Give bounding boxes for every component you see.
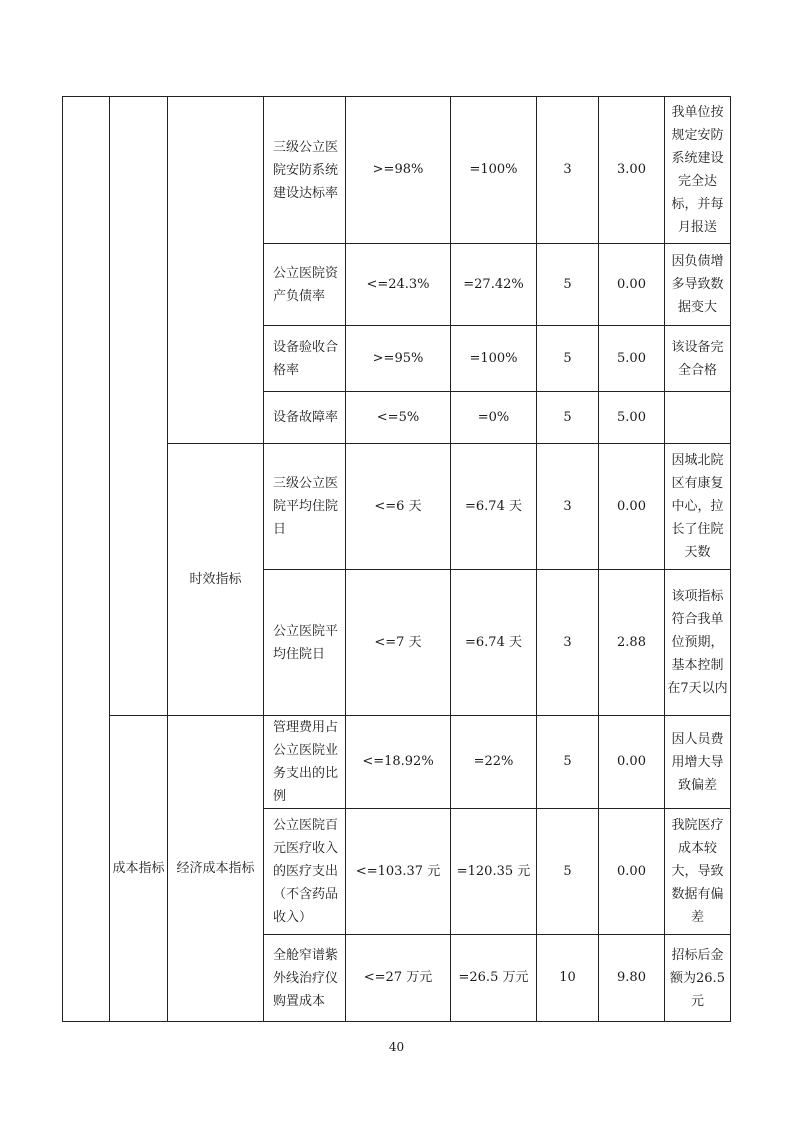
cost-category-cell: 成本指标 bbox=[110, 716, 168, 1022]
cost-subcategory-cell: 经济成本指标 bbox=[168, 716, 264, 1022]
indicator-cell: 三级公立医院平均住院日 bbox=[264, 444, 346, 570]
note-cell bbox=[665, 392, 731, 444]
target-value-cell: >=98% bbox=[346, 97, 451, 244]
score-cell: 9.80 bbox=[599, 935, 665, 1022]
actual-value-cell: =100% bbox=[451, 326, 537, 392]
note-cell: 该项指标符合我单位预期，基本控制在7天以内 bbox=[665, 570, 731, 716]
weight-cell: 5 bbox=[537, 716, 599, 809]
actual-value-cell: =26.5 万元 bbox=[451, 935, 537, 1022]
actual-value-cell: =6.74 天 bbox=[451, 570, 537, 716]
note-cell: 我单位按规定安防系统建设完全达标，并每月报送 bbox=[665, 97, 731, 244]
indicator-cell: 设备验收合格率 bbox=[264, 326, 346, 392]
target-value-cell: <=18.92% bbox=[346, 716, 451, 809]
timeliness-subcategory-cell: 时效指标 bbox=[168, 444, 264, 716]
weight-cell: 3 bbox=[537, 444, 599, 570]
note-cell: 因人员费用增大导致偏差 bbox=[665, 716, 731, 809]
performance-indicator-table bbox=[62, 96, 731, 1022]
table-row bbox=[63, 97, 731, 244]
target-value-cell: <=6 天 bbox=[346, 444, 451, 570]
note-cell: 该设备完全合格 bbox=[665, 326, 731, 392]
table-row bbox=[63, 716, 731, 809]
page-number: 40 bbox=[388, 1040, 405, 1054]
note-cell: 因城北院区有康复中心，拉长了住院天数 bbox=[665, 444, 731, 570]
weight-cell: 5 bbox=[537, 809, 599, 935]
note-cell: 我院医疗成本较大，导致数据有偏差 bbox=[665, 809, 731, 935]
target-value-cell: >=95% bbox=[346, 326, 451, 392]
target-value-cell: <=24.3% bbox=[346, 244, 451, 326]
quality-subcategory-cell bbox=[168, 97, 264, 444]
target-value-cell: <=5% bbox=[346, 392, 451, 444]
score-cell: 5.00 bbox=[599, 326, 665, 392]
actual-value-cell: =6.74 天 bbox=[451, 444, 537, 570]
score-cell: 0.00 bbox=[599, 244, 665, 326]
actual-value-cell: =27.42% bbox=[451, 244, 537, 326]
weight-cell: 10 bbox=[537, 935, 599, 1022]
indicator-cell: 公立医院平均住院日 bbox=[264, 570, 346, 716]
weight-cell: 5 bbox=[537, 326, 599, 392]
weight-cell: 3 bbox=[537, 97, 599, 244]
level1-category-cell bbox=[63, 97, 110, 1022]
indicator-cell: 公立医院百元医疗收入的医疗支出（不含药品收入） bbox=[264, 809, 346, 935]
indicator-cell: 公立医院资产负债率 bbox=[264, 244, 346, 326]
score-cell: 0.00 bbox=[599, 809, 665, 935]
indicator-cell: 三级公立医院安防系统建设达标率 bbox=[264, 97, 346, 244]
quality-category-cell bbox=[110, 97, 168, 716]
note-cell: 招标后金额为26.5元 bbox=[665, 935, 731, 1022]
indicator-cell: 设备故障率 bbox=[264, 392, 346, 444]
note-cell: 因负债增多导致数据变大 bbox=[665, 244, 731, 326]
target-value-cell: <=103.37 元 bbox=[346, 809, 451, 935]
score-cell: 0.00 bbox=[599, 444, 665, 570]
actual-value-cell: =100% bbox=[451, 97, 537, 244]
weight-cell: 3 bbox=[537, 570, 599, 716]
score-cell: 2.88 bbox=[599, 570, 665, 716]
target-value-cell: <=27 万元 bbox=[346, 935, 451, 1022]
actual-value-cell: =22% bbox=[451, 716, 537, 809]
target-value-cell: <=7 天 bbox=[346, 570, 451, 716]
weight-cell: 5 bbox=[537, 244, 599, 326]
score-cell: 3.00 bbox=[599, 97, 665, 244]
actual-value-cell: =120.35 元 bbox=[451, 809, 537, 935]
indicator-cell: 管理费用占公立医院业务支出的比例 bbox=[264, 716, 346, 809]
actual-value-cell: =0% bbox=[451, 392, 537, 444]
score-cell: 0.00 bbox=[599, 716, 665, 809]
indicator-cell: 全舱窄谱紫外线治疗仪购置成本 bbox=[264, 935, 346, 1022]
weight-cell: 5 bbox=[537, 392, 599, 444]
score-cell: 5.00 bbox=[599, 392, 665, 444]
